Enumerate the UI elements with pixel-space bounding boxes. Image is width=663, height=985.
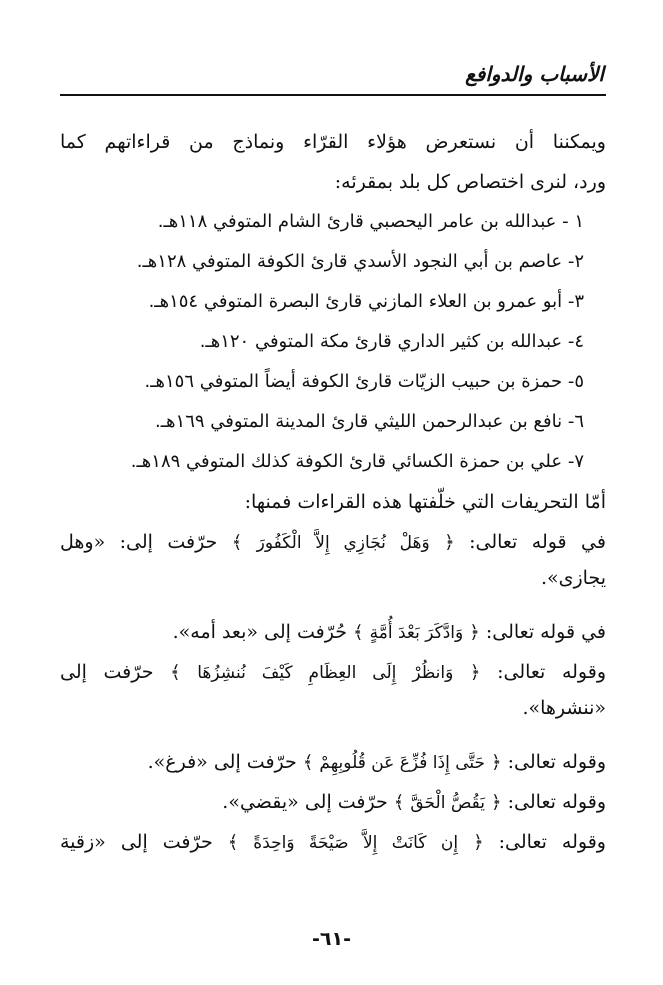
paragraph-line: ورد، لنرى اختصاص كل بلد بمقرئه: (334, 171, 606, 193)
verse-text: حَتَّى إِذَا فُزِّعَ عَن قُلُوبِهِمْ (319, 753, 485, 773)
page-body (60, 122, 606, 862)
example-tail: حرّفت إلى (60, 661, 154, 683)
paragraph-line: ويمكننا أن نستعرض هؤلاء القرّاء ونماذج من قراءاتهم كما (60, 131, 606, 153)
ornate-bracket-close-icon: ﴾ (393, 792, 405, 813)
example-continuation: يجازى». (540, 567, 606, 589)
list-item: ١ - عبدالله بن عامر اليحصبي قارئ الشام المتوفي ١١٨هـ. (157, 211, 584, 232)
list-item: ٥- حمزة بن حبيب الزيّات قارئ الكوفة أيضاً المتوفي ١٥٦هـ. (144, 371, 584, 392)
header-title: الأسباب والدوافع (465, 62, 604, 86)
verse-text: إِن كَانَتْ إِلاَّ صَيْحَةً وَاحِدَةً (253, 833, 459, 853)
ornate-bracket-close-icon: ﴾ (170, 662, 181, 683)
example-tail: حرّفت إلى: «وهل (60, 531, 218, 553)
example-lead: وقوله تعالى: (498, 831, 606, 853)
verse-text: وَادَّكَرَ بَعْدَ أُمَّةٍ (369, 623, 464, 643)
list-item: ٣- أبو عمرو بن العلاء المازني قارئ البصرة المتوفي ١٥٤هـ. (148, 291, 584, 312)
verse-text: وَهَلْ نُجَازِي إِلاَّ الْكَفُورَ (256, 533, 430, 553)
example-line (60, 652, 606, 692)
example-line (60, 822, 606, 862)
ornate-bracket-open-icon: ﴿ (469, 662, 481, 683)
example-line (60, 522, 606, 562)
example-lead: في قوله تعالى: (485, 621, 606, 643)
verse-text: يَقُصُّ الْحَقَّ (410, 793, 485, 813)
page-number: -٦١- (312, 928, 351, 950)
ornate-bracket-close-icon: ﴾ (227, 832, 239, 853)
example-lead: في قوله تعالى: (469, 531, 606, 553)
example-tail: حرّفت إلى «يقضي». (222, 791, 388, 813)
example-tail: حرّفت إلى «زقية (60, 831, 213, 853)
verse-text: وَانظُرْ إِلَى العِظَامِ كَيْفَ نُنشِزُهَا (197, 663, 454, 683)
example-continuation: «ننشرها». (522, 697, 606, 719)
ornate-bracket-close-icon: ﴾ (231, 532, 243, 553)
ornate-bracket-open-icon: ﴿ (444, 532, 455, 553)
example-lead: وقوله تعالى: (497, 661, 606, 683)
ornate-bracket-close-icon: ﴾ (302, 752, 314, 773)
example-lead: وقوله تعالى: (507, 751, 606, 773)
example-lead: وقوله تعالى: (507, 791, 606, 813)
running-header (60, 60, 606, 96)
ornate-bracket-close-icon: ﴾ (353, 622, 364, 643)
example-tail: حرّفت إلى «فرغ». (147, 751, 297, 773)
list-item: ٢- عاصم بن أبي النجود الأسدي قارئ الكوفة المتوفي ١٢٨هـ. (136, 251, 584, 272)
example-line (60, 782, 606, 822)
list-item: ٧- علي بن حمزة الكسائي قارئ الكوفة كذلك المتوفي ١٨٩هـ. (130, 451, 584, 472)
list-item: ٤- عبدالله بن كثير الداري قارئ مكة المتوفي ١٢٠هـ. (199, 331, 584, 352)
ornate-bracket-open-icon: ﴿ (473, 832, 484, 853)
section-intro: أمّا التحريفات التي خلّفتها هذه القراءات فمنها: (244, 491, 606, 513)
example-line (60, 742, 606, 782)
ornate-bracket-open-icon: ﴿ (491, 792, 502, 813)
example-line (60, 612, 606, 652)
list-item: ٦- نافع بن عبدالرحمن الليثي قارئ المدينة المتوفي ١٦٩هـ. (155, 411, 584, 432)
example-tail: حُرّفت إلى «بعد أمه». (172, 621, 347, 643)
ornate-bracket-open-icon: ﴿ (491, 752, 502, 773)
ornate-bracket-open-icon: ﴿ (469, 622, 480, 643)
